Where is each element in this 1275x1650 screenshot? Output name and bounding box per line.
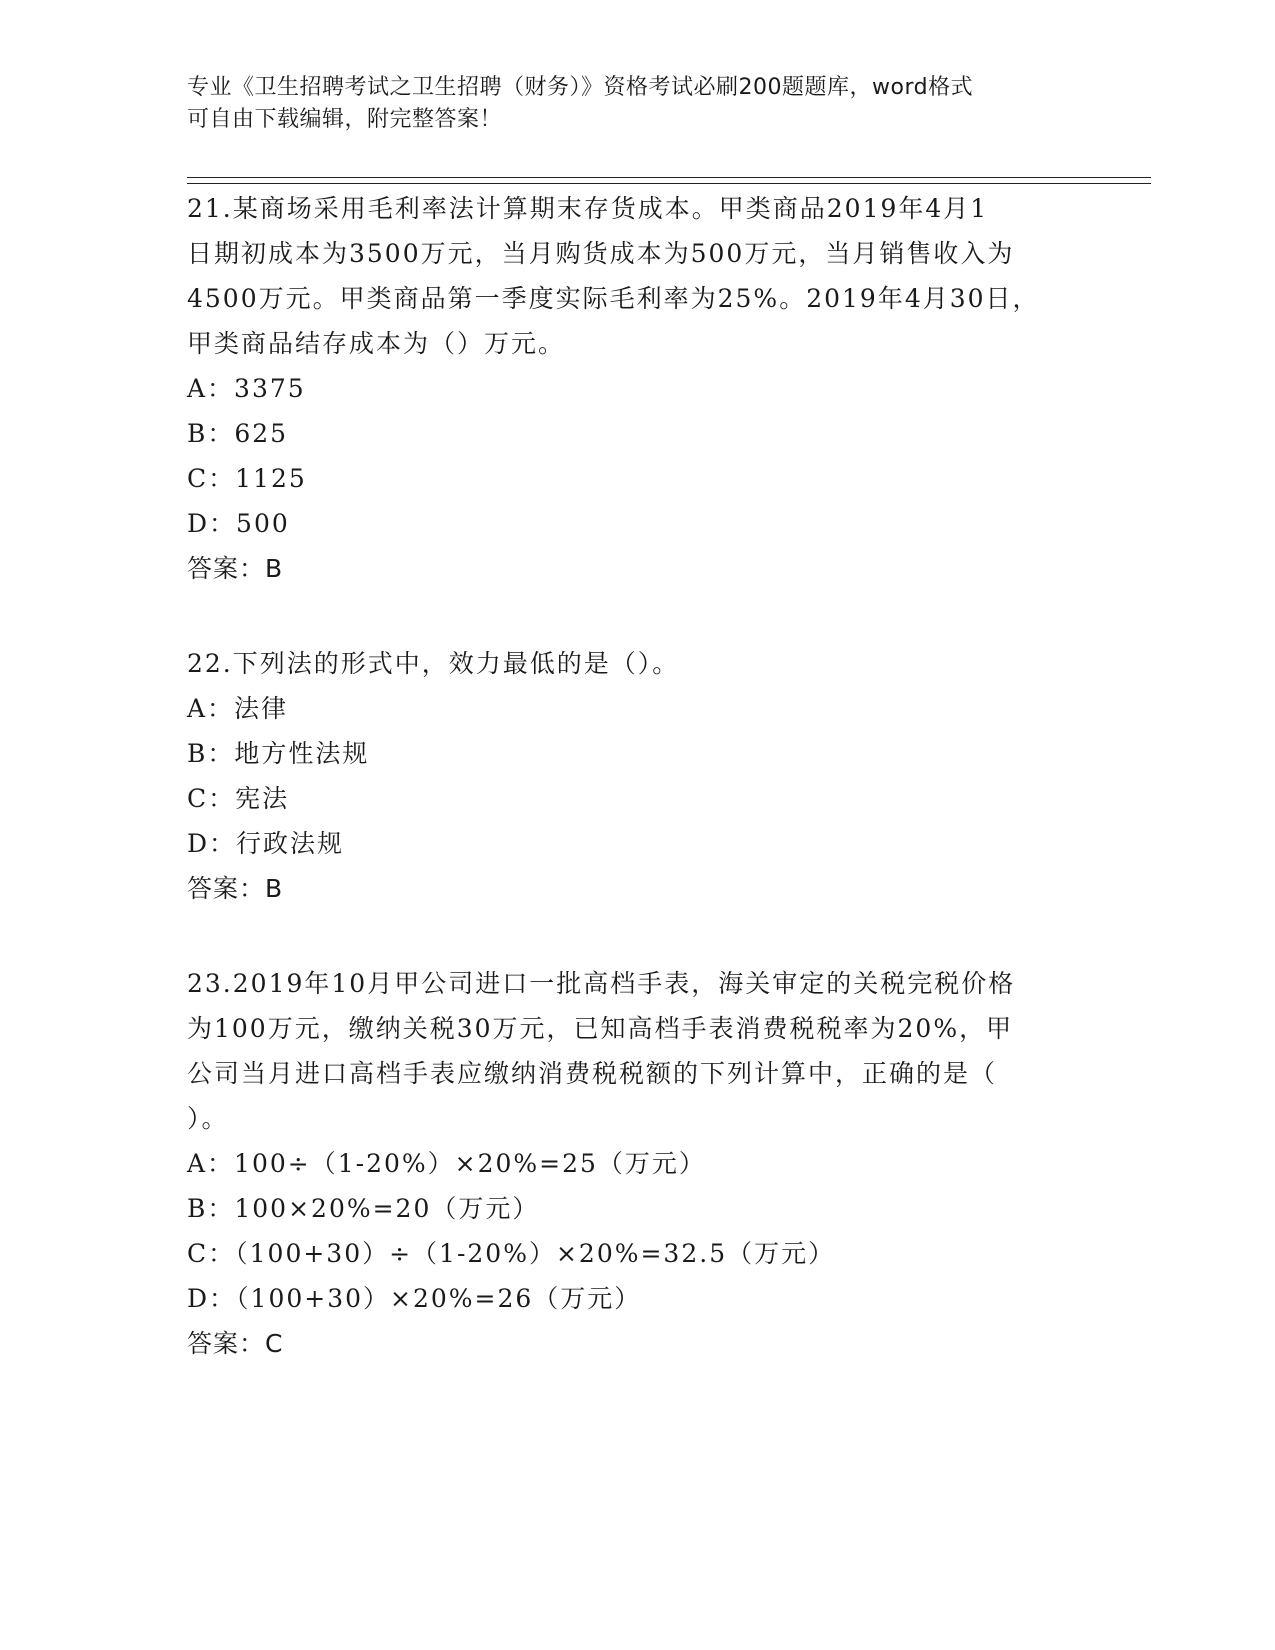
option-c: C：（100+30）÷（1-20%）×20%=32.5（万元） (187, 1239, 836, 1268)
question-text-line: 公司当月进口高档手表应缴纳消费税税额的下列计算中，正确的是（ (187, 1059, 998, 1088)
option-a: A：100÷（1-20%）×20%=25（万元） (187, 1149, 706, 1178)
option-b: B：地方性法规 (187, 739, 370, 768)
header-divider-top (187, 177, 1151, 178)
option-d: D：行政法规 (187, 829, 345, 858)
option-c: C：1125 (187, 464, 307, 493)
header-line-1: 专业《卫生招聘考试之卫生招聘（财务）》资格考试必刷200题题库，word格式 (187, 75, 974, 100)
header-divider-bottom (187, 183, 1151, 184)
option-d: D：500 (187, 509, 290, 538)
question-text-line: 甲类商品结存成本为（）万元。 (187, 329, 566, 358)
option-a: A：法律 (187, 694, 289, 723)
question-text-line: 日期初成本为3500万元，当月购货成本为500万元，当月销售收入为 (187, 239, 1015, 268)
option-c: C：宪法 (187, 784, 290, 813)
option-a: A：3375 (187, 374, 306, 403)
question-text-line: 4500万元。甲类商品第一季度实际毛利率为25%。2019年4月30日， (187, 284, 1040, 313)
answer: 答案：B (187, 554, 284, 583)
header-line-2: 可自由下载编辑，附完整答案！ (187, 107, 503, 132)
option-d: D：（100+30）×20%=26（万元） (187, 1284, 642, 1313)
answer: 答案：B (187, 874, 284, 903)
question-text-line: 为100万元，缴纳关税30万元，已知高档手表消费税税率为20%，甲 (187, 1014, 1014, 1043)
question-text-line: 21.某商场采用毛利率法计算期末存货成本。甲类商品2019年4月1 (187, 194, 989, 223)
question-text-line: 22.下列法的形式中，效力最低的是（）。 (187, 649, 680, 678)
option-b: B：625 (187, 419, 289, 448)
answer: 答案：C (187, 1329, 284, 1358)
question-23 (187, 961, 1087, 1366)
question-text-line: 23.2019年10月甲公司进口一批高档手表，海关审定的关税完税价格 (187, 969, 1016, 998)
question-text-line: ）。 (187, 1104, 229, 1133)
question-21 (187, 186, 1087, 591)
document-header (187, 72, 1087, 136)
question-22 (187, 641, 1087, 911)
option-b: B：100×20%=20（万元） (187, 1194, 540, 1223)
